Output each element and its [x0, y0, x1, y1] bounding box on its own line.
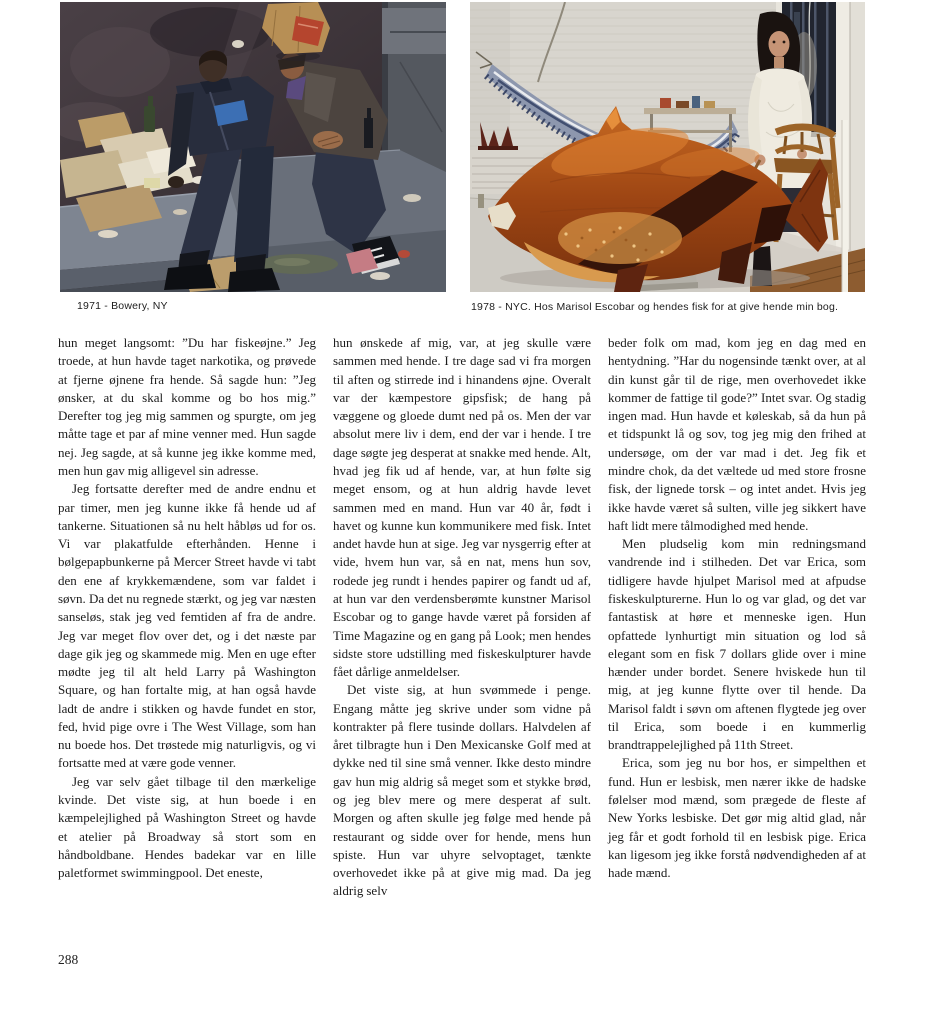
text-columns [58, 334, 866, 901]
body-paragraph: Erica, som jeg nu bor hos, er simpelthen et fund. Hun er lesbisk, men nærer ikke de hadske følelser mod mænd, som prægede de fleste af New Yorks lesbiske. Det gør mig altid glad, når jeg får et godt forhold til en lesbisk pige. Erica kan ligesom jeg ikke forstå nødvendigheden af at hade mænd. [608, 755, 866, 881]
body-paragraph: Jeg var selv gået tilbage til den mærkelige kvinde. Det viste sig, at hun boede i en kæmpelejlighed på Washington Street og havde et atelier på Broadway så stort som en håndboldbane. Hendes badekar var en lille paletformet swimmingpool. Det eneste, [58, 773, 316, 881]
page-number: 288 [58, 952, 79, 967]
body-paragraph: Jeg fortsatte derefter med de andre endnu et par timer, men jeg kunne ikke få hende ud af tankerne. Situationen så nu helt håbløs ud for os. Vi var plakatfulde efterhånden. Henne i bølgepapbunkerne på Mercer Street havde vi tabt den ene af krykkemændene, som var faldet i søvn. Da det nu regnede stærkt, og jeg var næsten sanseløs, stak jeg ved femtiden af fra de andre. Jeg var meget flov over det, og i det næste par dage gik jeg og skammede mig. Men en uge efter mødte jeg til alt held Larry på Washington Square, og han fortalte mig, at han også havde ladt de andre i stikken og havde fundet en stor, fed, hvid pige ovre i The West Village, som han nu boede hos. Det trøstede mig naturligvis, og vi fortsatte med at være gode venner. [58, 481, 316, 771]
bowery-photo-illustration [60, 2, 446, 292]
photo-bowery [60, 2, 446, 292]
body-paragraph: Det viste sig, at hun svømmede i penge. Engang måtte jeg skrive under som vidne på kontrakter på flere tusinde dollars. Halvdelen af året tilbragte hun i Den Mexicanske Golf med at dykke ned til sine små venner. Ikke desto mindre gav hun mig aldrig så meget som et stykke brød, og jeg blev mere og mere desperat af sult. Morgen og aften skulle jeg følge med hende på restaurant og sidde over for hende, mens hun spiste. Hun var uhyre selvoptaget, tænkte overhovedet ikke på at give mig mad. Da jeg aldrig selv [333, 682, 591, 899]
text-column-1 [58, 334, 316, 901]
marisol-photo-illustration [470, 2, 865, 292]
photo-caption-left: 1971 - Bowery, NY [77, 300, 168, 312]
text-column-3 [608, 334, 866, 901]
body-paragraph: Men pludselig kom min redningsmand vandrende ind i stilheden. Det var Erica, som tidligere havde hjulpet Marisol med at afpudse fiskeskulpturerne. Hun lo og var glad, og det var fantastisk at høre et menneske igen. Hun opfattede lynhurtigt min situation og lod så elegant som en fisk 7 dollars glide over i mine hænder under bordet. Senere hviskede hun til mig, at jeg kunne flytte over til hende. Da Marisol faldt i søvn om aftenen flygtede jeg over til Erica, som boede i en kummerlig brandtrappelejlighed på 11th Street. [608, 536, 866, 753]
photo-marisol-fish [470, 2, 865, 292]
body-paragraph: hun meget langsomt: ”Du har fiskeøjne.” Jeg troede, at hun havde taget narkotika, og prøvede at fjerne øjnene fra hende. Så sagde hun: ”Jeg ønsker, at du skal komme og bo hos mig.” Derefter tog jeg mig sammen og spurgte, om jeg måtte tage et par af mine venner med. Hun sagde nej. Jeg sagde, at så kunne jeg ikke komme med, men hun gav mig alligevel sin adresse. [58, 335, 316, 478]
photo-caption-right: 1978 - NYC. Hos Marisol Escobar og hendes fisk for at give hende min bog. [471, 301, 839, 313]
text-column-2 [333, 334, 591, 901]
body-paragraph: beder folk om mad, kom jeg en dag med en hentydning. ”Har du nogensinde tænkt over, at al din kunst går til de rige, men overhovedet ikke kommer de fattige til gode?” Intet svar. Og stadig ingen mad. Hun havde et køleskab, så da hun på et tidspunkt lå og sov, tog jeg mig den frihed at undersøge, om der var mad i det. Jeg fik et mindre chok, da det væltede ud med store frosne fisk, der lignede torsk – og intet andet. Hvis jeg ikke havde været så sulten, ville jeg sikkert have haft lidt mere tålmodighed med hende. [608, 335, 866, 533]
body-paragraph: hun ønskede af mig, var, at jeg skulle være sammen med hende. I tre dage sad vi fra morgen til aften og stirrede ind i hinandens øjne. Overalt var der kæmpestore gipsfisk; de hang på væggene og gloede dumt ned på os. Men der var absolut mere liv i dem, end der var i hende. I tre dage søgte jeg desperat at snakke med hende. Alt, hvad jeg fik ud af hende, var, at hun følte sig meget ensom, og at hun aldrig havde levet sammen med en mand. Hun var 40 år, født i havet og kunne kun kommunikere med fisk. Intet andet havde hun at sige. Jeg var nysgerrig efter at vide, hvem hun var, så en nat, mens hun sov, rodede jeg rundt i hendes papirer og fandt ud af, at hun var den verdensberømte kunstner Marisol Escobar og to gange havde været på forsiden af Time Magazine og en gang på Look; men hendes sidste store udstilling med fiskeskulpturer havde fået dårlige anmeldelser. [333, 335, 591, 680]
